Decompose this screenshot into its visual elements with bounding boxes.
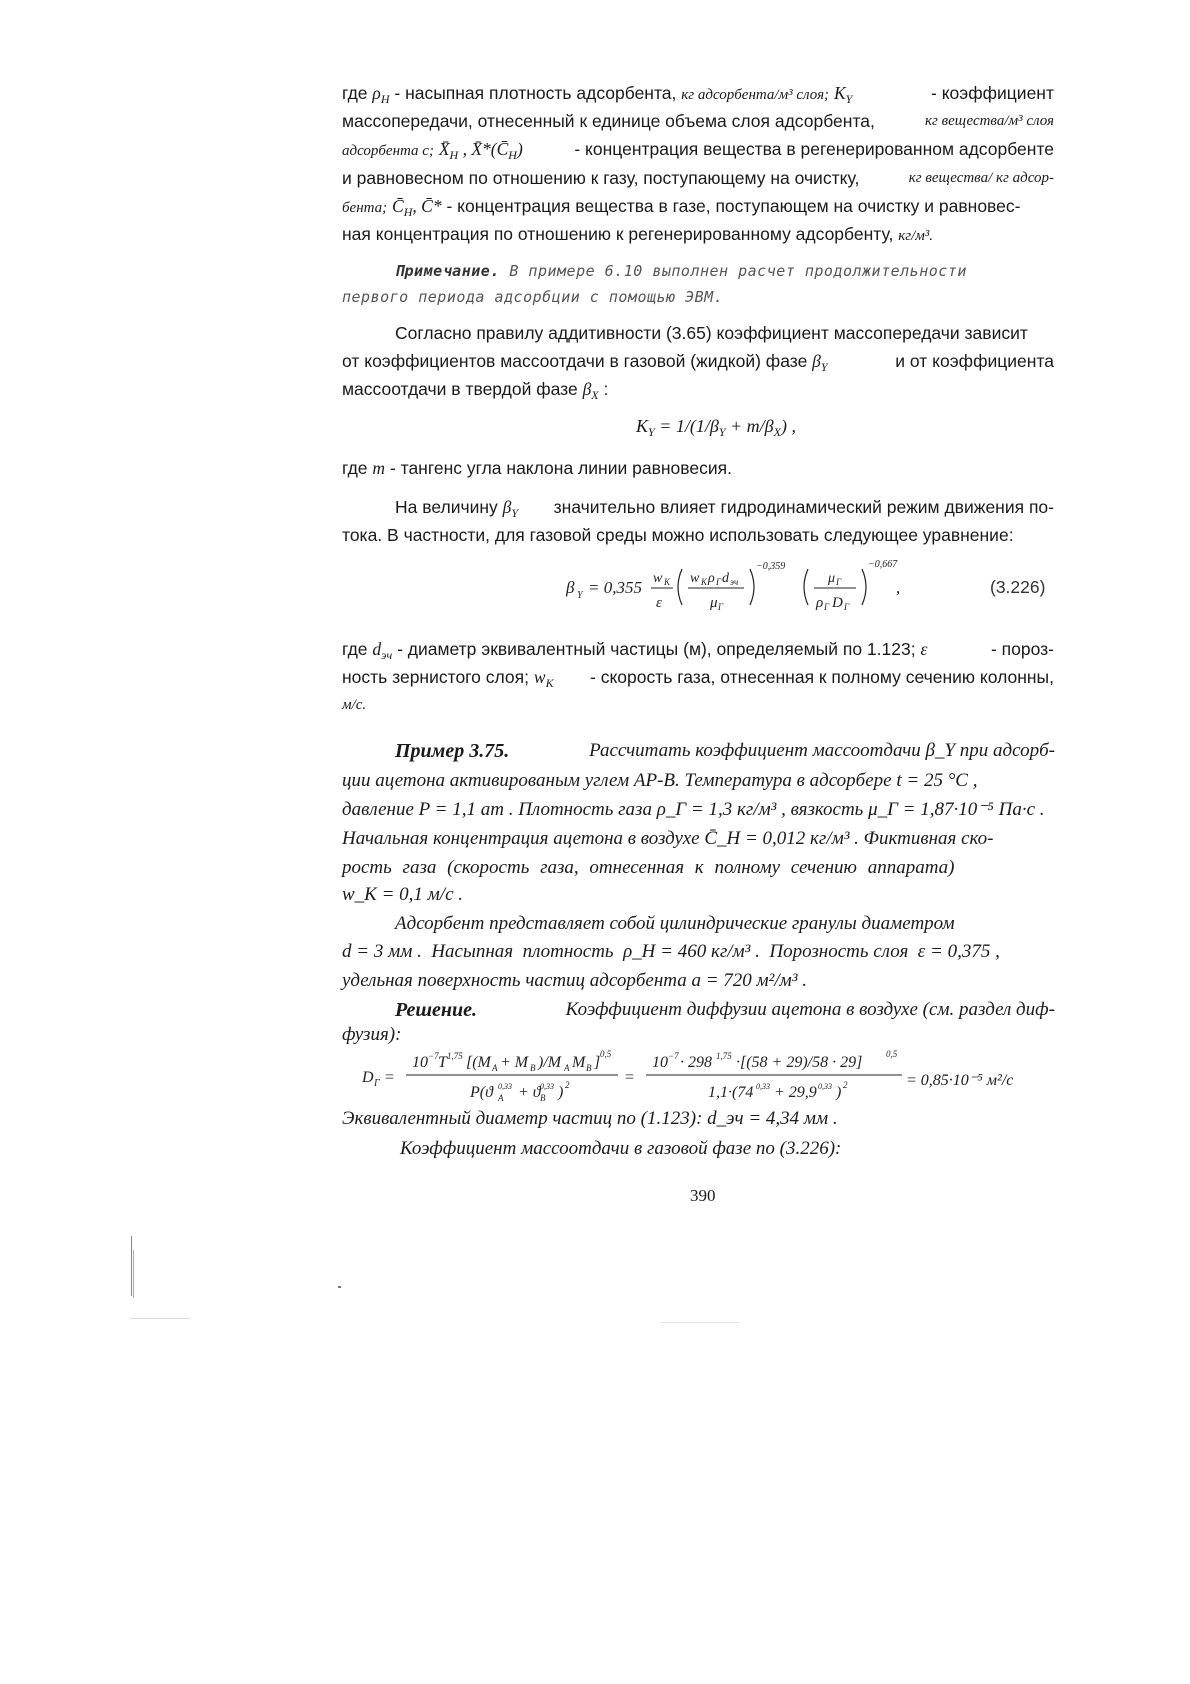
text: ность зернистого слоя; [342,667,529,687]
svg-text:w: w [690,571,700,586]
p1-line1: где $\rho_Н$ - насыпная плотность адсорбента, кг адсорбента/м³ слоя; $K_Y$ - коэффициент [342,78,1054,114]
example-line5: рость газа (скорость газа, отнесенная к полному сечению аппарата) [342,857,955,878]
example-line2: ции ацетона активированым углем АР-В. Температура в адсорбере t = 25 °C , [342,770,978,791]
svg-text:1,75: 1,75 [447,1051,463,1061]
text: ная концентрация по отношению к регенерированному адсорбенту, [342,224,894,244]
svg-text:β: β [566,578,575,597]
note-label: Примечание. [395,262,500,280]
text: массоотдачи в твердой фазе [342,379,578,399]
scan-artifact [660,1322,740,1323]
svg-text:Y: Y [577,590,583,601]
text: где [342,458,368,478]
scan-artifact [130,1318,190,1319]
text: массопередачи, отнесенный к единице объема слоя адсорбента, [342,111,875,131]
svg-text:= 0,355: = 0,355 [588,578,642,597]
svg-text:10: 10 [652,1054,668,1071]
text: - насыпная плотность адсорбента, [394,83,677,103]
text: - диаметр эквивалентный частицы (м), определяемый по 1.123; [397,639,916,659]
svg-text:эч: эч [730,577,739,587]
svg-text:)/M: )/M [538,1054,562,1071]
diffusion-result: = 0,85·10⁻⁵ м²/с [906,1072,1014,1089]
page-number: 390 [690,1186,716,1205]
svg-text:μ: μ [710,595,718,611]
note-line2 [342,282,723,312]
text: - тангенс угла наклона линии равновесия. [389,458,732,478]
svg-text:+ ϑ: + ϑ [518,1084,541,1101]
svg-text:[(M: [(M [466,1054,491,1071]
example-line9: удельная поверхность частиц адсорбента a = 720 м²/м³ . [342,970,807,991]
p2-line2: от коэффициентов массоотдачи в газовой (жидкой) фазе $\beta_Y$ и от коэффициента [342,346,1054,382]
svg-text:0,33: 0,33 [498,1082,512,1091]
svg-text:·[(58 + 29)/58 · 29]: ·[(58 + 29)/58 · 29] [736,1054,863,1071]
p4-line2: тока. В частности, для газовой среды можно использовать следующее уравнение: [342,525,1014,545]
p5-line3: м/с. [342,697,367,713]
p5-line2: ность зернистого слоя; $w_K$ - скорость газа, отнесенная к полному сечению колонны, [342,662,1054,698]
text: Рассчитать коэффициент массоотдачи β_Y при адсорб- [589,740,1055,761]
text: В примере 6.10 выполнен расчет продолжительности [509,262,967,280]
svg-text:]: ] [594,1054,601,1071]
p4-line1: На величину $\beta_Y$ значительно влияет гидродинамический режим движения по- [395,492,1054,528]
unit: кг адсорбента/м³ слоя; [681,87,830,103]
scan-artifact [131,1236,132,1296]
formula-ky: $K_Y = 1/(1/\beta_Y + m/\beta_X)$ , [636,416,796,439]
svg-text:10: 10 [412,1054,428,1071]
solution-line1 [395,995,1055,1025]
svg-text:0,33: 0,33 [540,1082,554,1091]
example-line3: давление P = 1,1 ат . Плотность газа ρ_Г = 1,3 кг/м³ , вязкость μ_Г = 1,87·10⁻⁵ Па·с . [342,799,1045,820]
svg-text:A: A [492,1063,498,1073]
svg-text:2: 2 [843,1080,848,1090]
unit: кг вещества/м³ слоя [925,113,1054,129]
eq-number: (3.226) [990,577,1046,597]
text: первого периода адсорбции с помощью ЭВМ. [342,288,724,306]
example-line8: d = 3 мм . Насыпная плотность ρ_Н = 460 кг/м³ . Порозность слоя ε = 0,375 , [342,941,1000,962]
svg-text:A: A [564,1063,570,1073]
svg-text:Г: Г [844,602,850,612]
svg-text:B: B [540,1093,546,1103]
text: На величину [395,497,498,517]
text: где [342,639,368,659]
solution-label: Решение. [395,999,478,1021]
svg-text:=: = [624,1069,635,1086]
text: от коэффициентов массоотдачи в газовой (жидкой) фазе [342,351,808,371]
svg-text:K: K [664,577,671,587]
scan-artifact [133,1250,134,1298]
p1-line5: бента; $C̄_Н$, C̄* - концентрация вещества в газе, поступающем на очистку и равновес- [342,196,1021,219]
svg-text:Г: Г [374,1078,380,1089]
svg-text:=: = [384,1069,395,1086]
svg-text:+ 29,9: + 29,9 [774,1084,817,1101]
svg-text:· 298: · 298 [680,1054,712,1071]
p2-line3: массоотдачи в твердой фазе $\beta_X$ : [342,379,609,402]
svg-text:Г: Г [824,602,830,612]
equation-3-226 [560,555,920,617]
svg-text:d: d [722,571,729,586]
diffusion-equation [362,1045,962,1107]
svg-text:μ: μ [828,571,836,586]
word: где [342,83,368,103]
text: - пороз- [990,639,1054,659]
text: и от коэффициента [895,351,1054,371]
p2-line1: Согласно правилу аддитивности (3.65) коэффициент массопередачи зависит [395,323,1028,343]
svg-text:−7: −7 [428,1051,439,1061]
svg-text:ε: ε [656,595,662,611]
example-line4: Начальная концентрация ацетона в воздухе C̄_Н = 0,012 кг/м³ . Фиктивная ско- [342,828,994,849]
svg-text:−7: −7 [668,1051,679,1061]
svg-text:B: B [586,1063,592,1073]
solution-line3: Эквивалентный диаметр частиц по (1.123): d_эч = 4,34 мм . [342,1108,838,1129]
svg-text:ρ: ρ [708,571,715,586]
example-line1 [395,736,1055,766]
svg-text:Г: Г [718,602,724,612]
p3-line1: где m - тангенс угла наклона линии равновесия. [342,458,732,478]
example-line7: Адсорбент представляет собой цилиндрические гранулы диаметром [395,913,955,934]
svg-text:A: A [498,1093,504,1103]
text: значительно влияет гидродинамический режим движения по- [553,497,1054,517]
text: и равновесном по отношению к газу, поступающему на очистку, [342,168,860,188]
unit: кг вещества/ кг адсор- [908,170,1054,186]
svg-text:1,75: 1,75 [716,1051,732,1061]
svg-text:B: B [530,1063,536,1073]
text: - концентрация вещества в газе, поступающем на очистку и равновес- [446,196,1021,216]
svg-text:−0,359: −0,359 [756,561,786,572]
p1-line6 [342,219,933,251]
svg-text:P(ϑ: P(ϑ [470,1084,493,1101]
example-line6: w_K = 0,1 м/с . [342,884,464,905]
scan-artifact [338,1286,341,1288]
unit: кг/м³. [898,228,934,244]
svg-text:0,5: 0,5 [886,1049,898,1059]
svg-text:0,33: 0,33 [818,1082,832,1091]
p1-line4 [342,163,1054,193]
svg-text:K: K [701,577,708,587]
text: - скорость газа, отнесенная к полному сечению колонны, [590,667,1054,687]
p1-line3: адсорбента с; $X̄_Н$ , $X̄*(C̄_Н)$ - концентрация вещества в регенерированном адсорбенте [342,134,1054,170]
svg-text:0,5: 0,5 [600,1049,612,1059]
svg-text:+ M: + M [500,1054,529,1071]
svg-text:Г: Г [836,577,842,587]
svg-text:0,33: 0,33 [756,1082,770,1091]
svg-text:,: , [896,578,901,597]
svg-text:2: 2 [565,1080,570,1090]
svg-text:1,1·(74: 1,1·(74 [708,1084,754,1101]
solution-line2: фузия): [342,1024,402,1045]
p5-line1: где $d_{эч}$ - диаметр эквивалентный частицы (м), определяемый по 1.123; ε - пороз- [342,634,1054,670]
svg-text:Г: Г [716,577,722,587]
text: - концентрация вещества в регенерированном адсорбенте [574,139,1054,159]
svg-text:): ) [836,1084,842,1101]
svg-text:T: T [438,1054,447,1071]
svg-text:D: D [362,1069,374,1086]
text: - коэффициент [931,83,1054,103]
text: Коэффициент диффузии ацетона в воздухе (см. раздел диф- [565,999,1055,1020]
svg-text:−0,667: −0,667 [868,559,898,570]
unit: бента; [342,200,388,216]
solution-line4: Коэффициент массоотдачи в газовой фазе по (3.226): [400,1138,842,1159]
svg-text:): ) [558,1084,564,1101]
svg-text:M: M [572,1054,586,1071]
svg-text:ρ: ρ [816,595,824,611]
svg-text:D: D [832,595,843,611]
p1-line2 [342,106,1054,136]
unit: адсорбента с; [342,143,434,159]
example-label: Пример 3.75. [395,740,510,762]
svg-text:w: w [653,571,663,586]
